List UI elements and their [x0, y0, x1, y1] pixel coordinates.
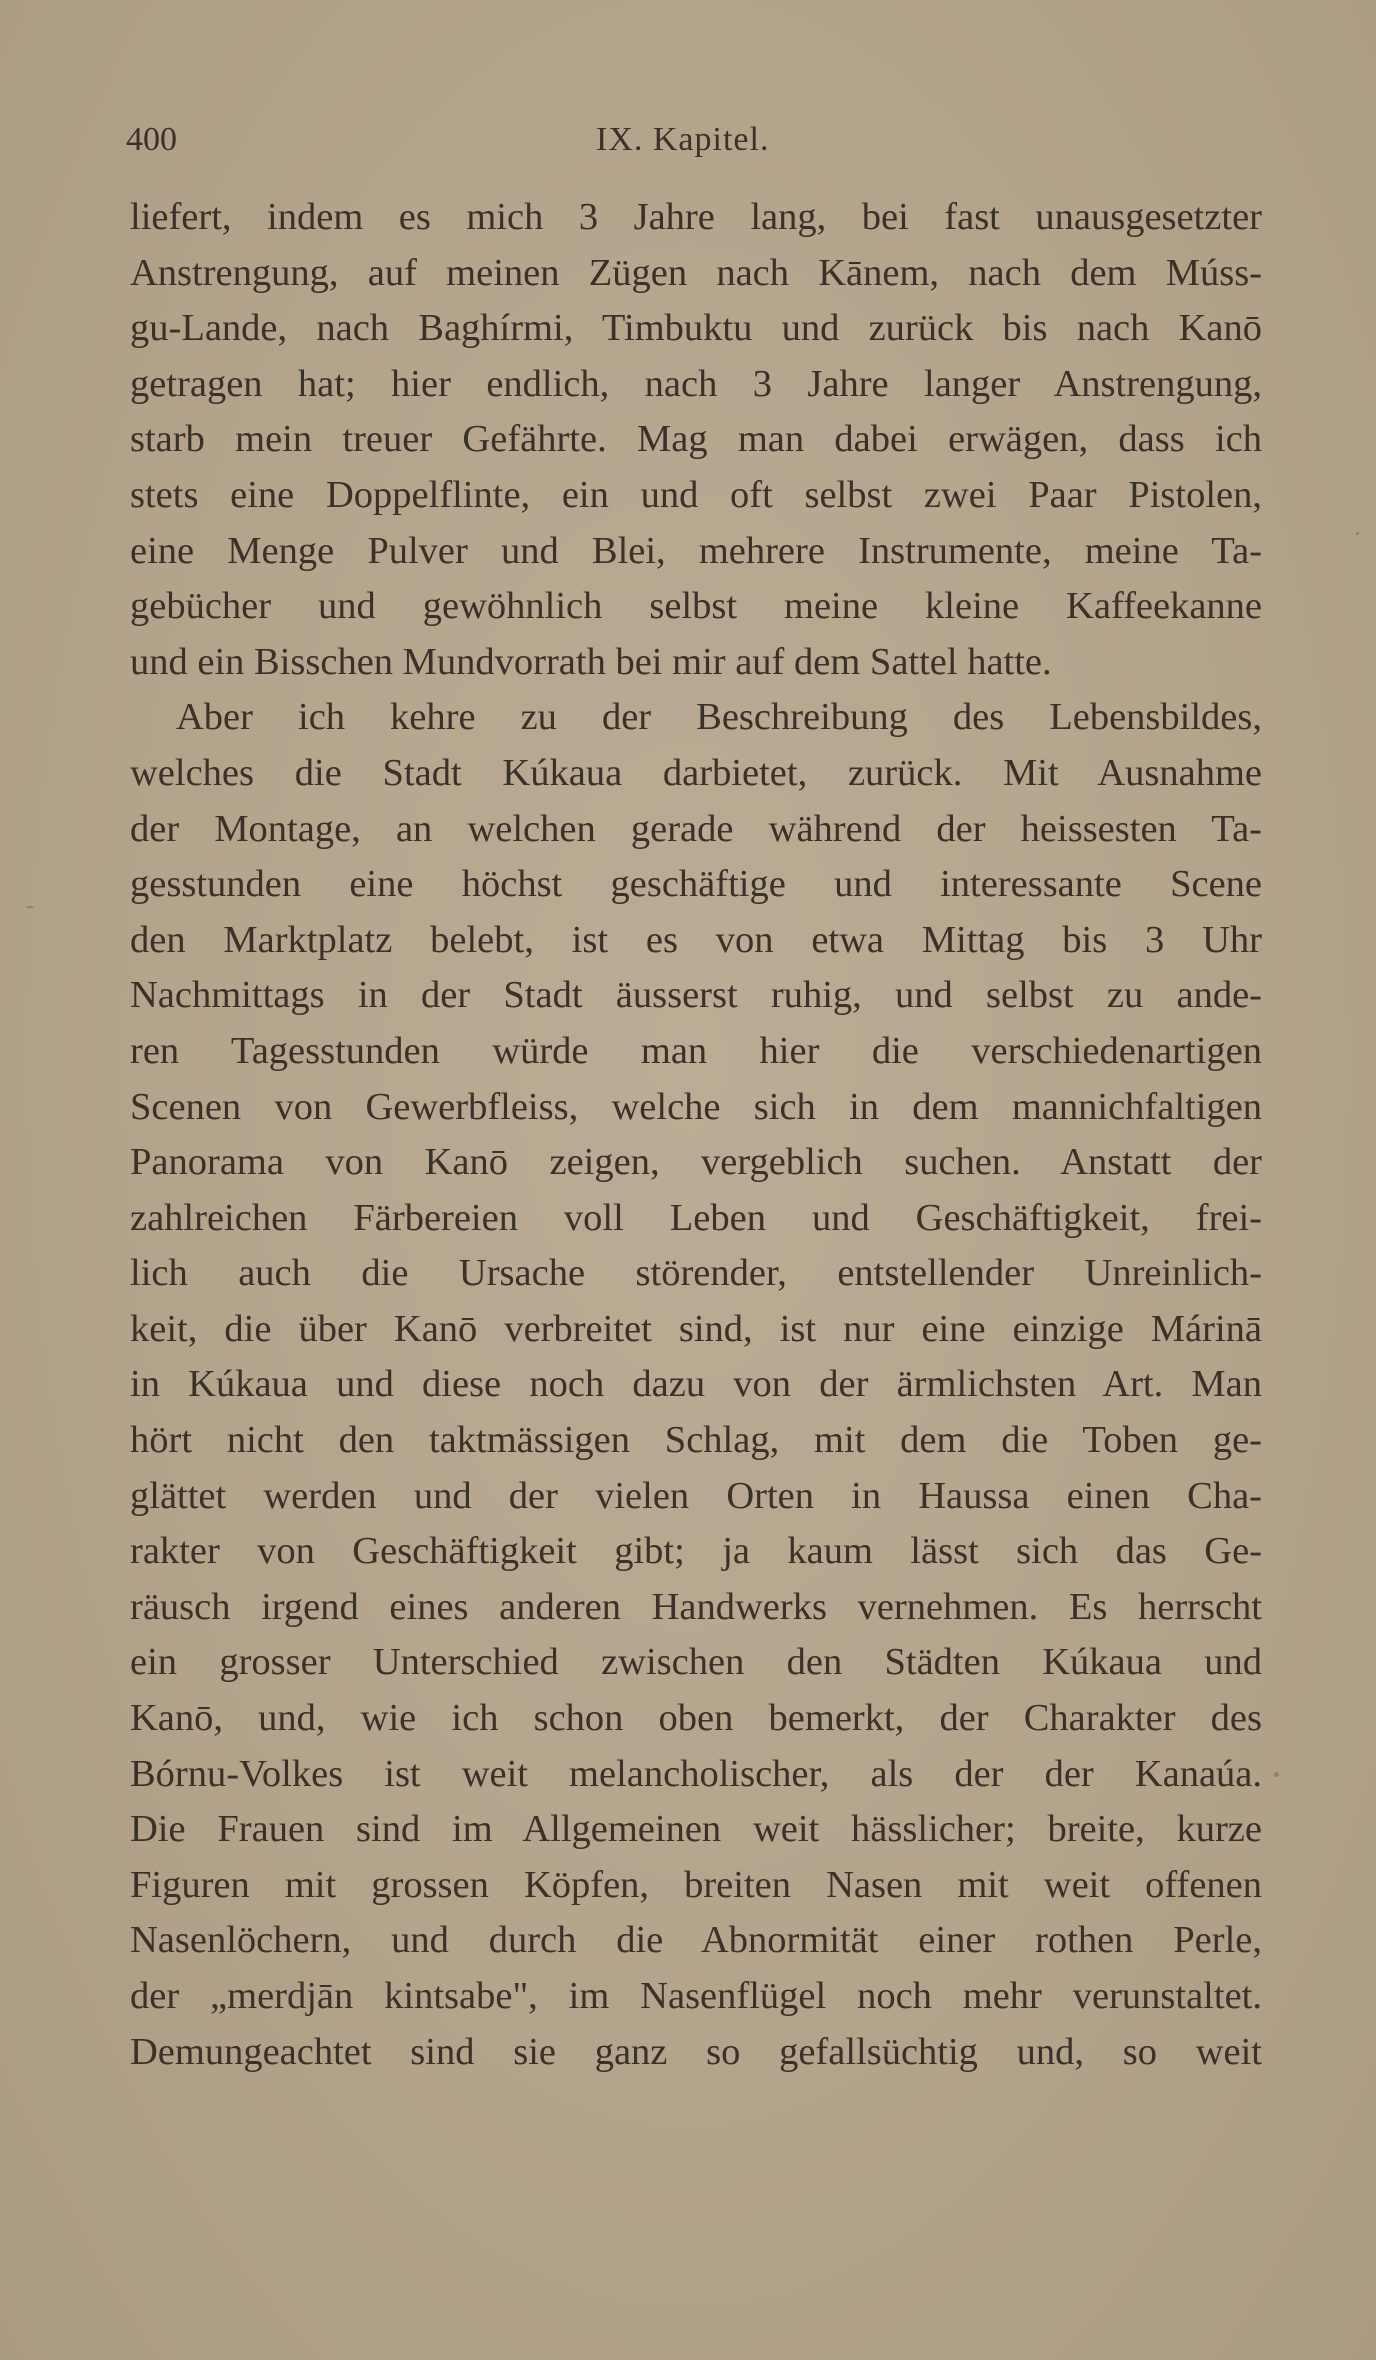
text-line: lich auch die Ursache störender, entstellender Unreinlich- — [130, 1252, 1262, 1295]
chapter-title: IX. Kapitel. — [596, 121, 770, 158]
text-line: glättet werden und der vielen Orten in Haussa einen Cha- — [130, 1474, 1262, 1517]
text-line: keit, die über Kanō verbreitet sind, ist nur eine einzige Márinā — [130, 1307, 1262, 1350]
margin-speck — [26, 906, 34, 908]
text-line: welches die Stadt Kúkaua darbietet, zurück. Mit Ausnahme — [130, 751, 1262, 794]
margin-speck — [1356, 532, 1359, 535]
text-line: eine Menge Pulver und Blei, mehrere Instrumente, meine Ta- — [130, 529, 1262, 572]
text-line: rakter von Geschäftigkeit gibt; ja kaum lässt sich das Ge- — [130, 1530, 1262, 1573]
page-number: 400 — [126, 121, 177, 158]
text-line: Kanō, und, wie ich schon oben bemerkt, der Charakter des — [130, 1697, 1262, 1740]
text-line: ren Tagesstunden würde man hier die verschiedenartigen — [130, 1029, 1262, 1072]
text-line: der „merdjān kintsabe", im Nasenflügel noch mehr verunstaltet. — [130, 1975, 1262, 2017]
running-head — [126, 118, 1264, 162]
text-line: Die Frauen sind im Allgemeinen weit hässlicher; breite, kurze — [130, 1808, 1262, 1851]
text-line: stets eine Doppelflinte, ein und oft selbst zwei Paar Pistolen, — [130, 473, 1262, 516]
text-line: und ein Bisschen Mundvorrath bei mir auf dem Sattel hatte. — [130, 640, 1052, 683]
margin-speck — [1274, 1772, 1279, 1777]
text-line: liefert, indem es mich 3 Jahre lang, bei fast unausgesetzter — [130, 196, 1262, 238]
text-line: zahlreichen Färbereien voll Leben und Geschäftigkeit, frei- — [130, 1196, 1262, 1239]
text-line: starb mein treuer Gefährte. Mag man dabei erwägen, dass ich — [130, 418, 1262, 461]
text-line: Nasenlöchern, und durch die Abnormität einer rothen Perle, — [130, 1919, 1262, 1962]
text-line: Bórnu-Volkes ist weit melancholischer, als der der Kanaúa. — [130, 1752, 1262, 1795]
text-line: in Kúkaua und diese noch dazu von der ärmlichsten Art. Man — [130, 1363, 1262, 1406]
text-line: Anstrengung, auf meinen Zügen nach Kānem, nach dem Múss- — [130, 251, 1262, 294]
text-line: hört nicht den taktmässigen Schlag, mit dem die Toben ge- — [130, 1419, 1262, 1462]
text-line: gesstunden eine höchst geschäftige und interessante Scene — [130, 863, 1262, 906]
body-text — [130, 190, 1262, 2080]
text-line: räusch irgend eines anderen Handwerks vernehmen. Es herrscht — [130, 1585, 1262, 1628]
text-line: gebücher und gewöhnlich selbst meine kleine Kaffeekanne — [130, 585, 1262, 628]
text-line: gu-Lande, nach Baghírmi, Timbuktu und zurück bis nach Kanō — [130, 307, 1262, 350]
text-line: den Marktplatz belebt, ist es von etwa Mittag bis 3 Uhr — [130, 918, 1262, 961]
text-line: Nachmittags in der Stadt äusserst ruhig, und selbst zu ande- — [130, 974, 1262, 1017]
text-line: Scenen von Gewerbfleiss, welche sich in dem mannichfaltigen — [130, 1085, 1262, 1128]
text-line: der Montage, an welchen gerade während der heissesten Ta- — [130, 807, 1262, 850]
text-line: ein grosser Unterschied zwischen den Städten Kúkaua und — [130, 1641, 1262, 1684]
text-line: Panorama von Kanō zeigen, vergeblich suchen. Anstatt der — [130, 1141, 1262, 1184]
text-line: Figuren mit grossen Köpfen, breiten Nasen mit weit offenen — [130, 1863, 1262, 1906]
text-line: getragen hat; hier endlich, nach 3 Jahre langer Anstrengung, — [130, 362, 1262, 405]
text-line: Aber ich kehre zu der Beschreibung des Lebensbildes, — [176, 696, 1262, 739]
text-line: Demungeachtet sind sie ganz so gefallsüchtig und, so weit — [130, 2030, 1262, 2073]
